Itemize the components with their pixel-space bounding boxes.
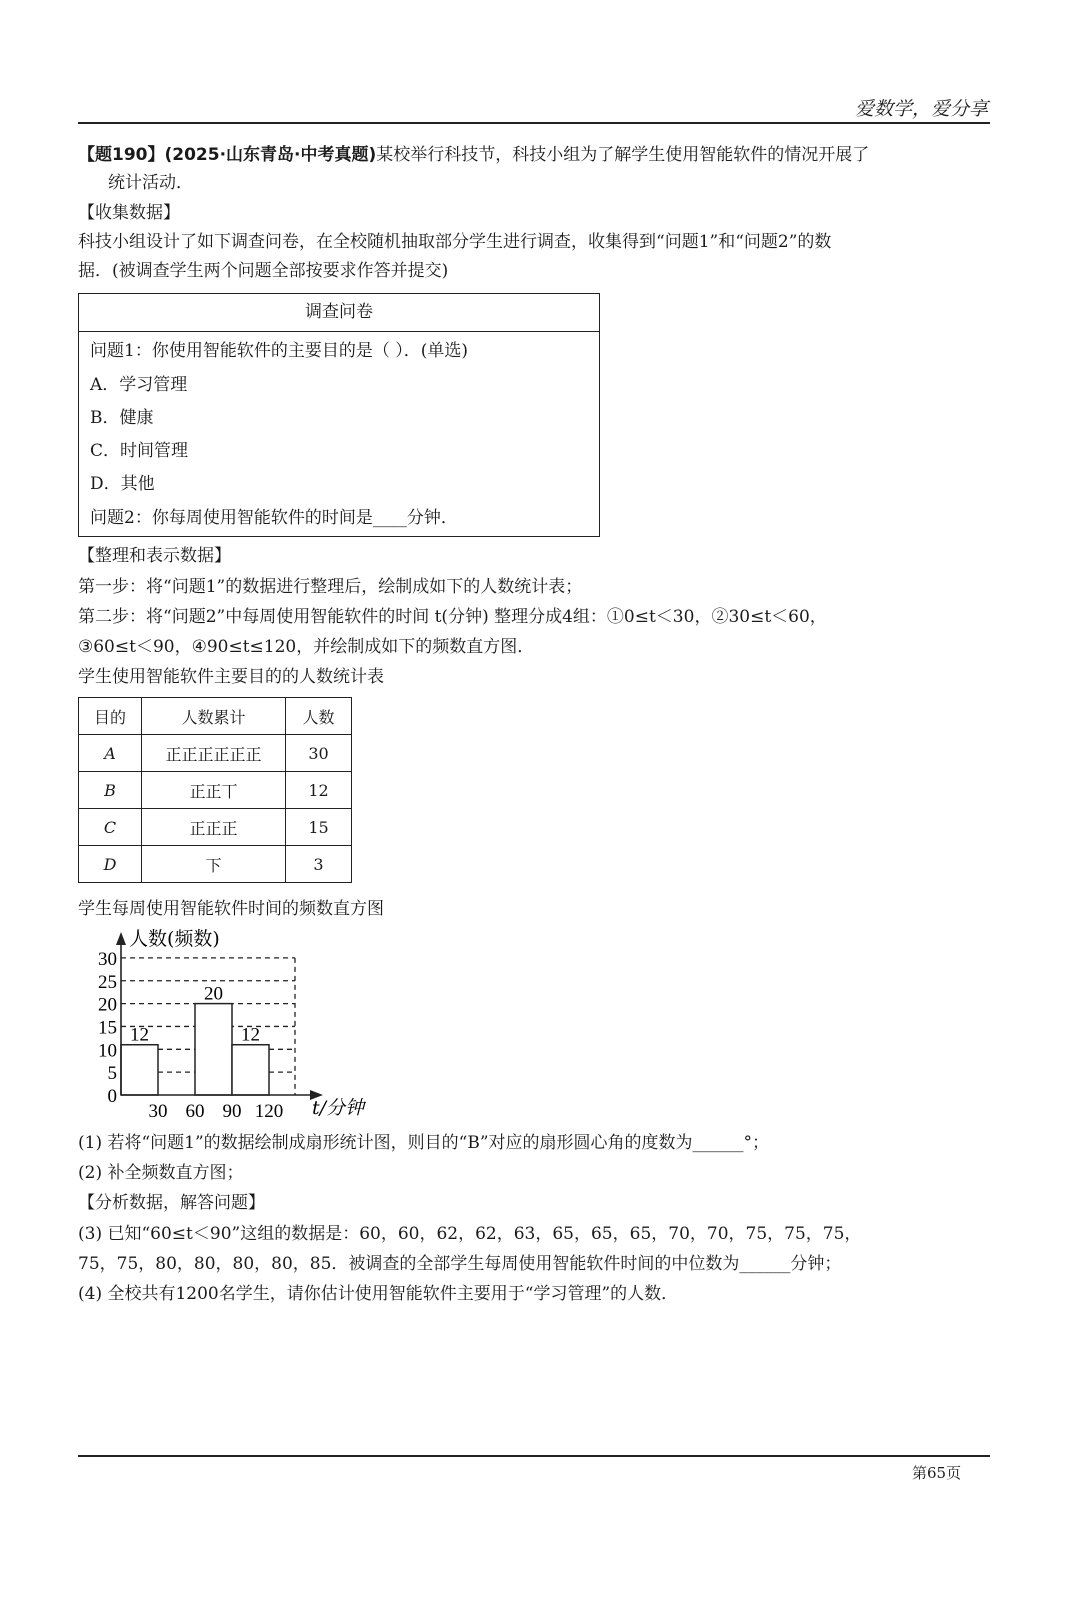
cell: C xyxy=(79,809,142,846)
bar-value-label: 12 xyxy=(130,1024,149,1046)
histogram-bar xyxy=(195,1004,232,1095)
histogram xyxy=(0,0,400,1130)
question-3-1: (3) 已知“60≤t＜90”这组的数据是：60，60，62，62，63，65，65，65，70，70，75，75，75， xyxy=(78,1224,862,1244)
cell: 12 xyxy=(286,772,352,809)
y-axis-arrow-icon xyxy=(116,932,126,945)
cell: 下 xyxy=(142,846,286,883)
x-axis-label: t/分钟 xyxy=(312,1097,365,1119)
header-cell: 人数 xyxy=(286,698,352,735)
y-tick-label: 10 xyxy=(98,1040,117,1062)
questionnaire-line: D．其他 xyxy=(90,474,155,494)
cell: A xyxy=(79,735,142,772)
header-slogan: 爱数学，爱分享 xyxy=(854,98,988,120)
questionnaire-title: 调查问卷 xyxy=(79,294,599,332)
footer-rule xyxy=(78,1455,990,1457)
y-axis-label: 人数(频数) xyxy=(129,928,220,950)
header-cell: 目的 xyxy=(79,698,142,735)
question-4: (4) 全校共有1200名学生，请你估计使用智能软件主要用于“学习管理”的人数． xyxy=(78,1284,679,1304)
questionnaire-line: C．时间管理 xyxy=(90,441,189,461)
analyze-heading: 【分析数据，解答问题】 xyxy=(78,1193,265,1213)
questionnaire-line: 问题1：你使用智能软件的主要目的是（ ）．(单选) xyxy=(90,341,468,361)
header-cell: 人数累计 xyxy=(142,698,286,735)
x-tick-label: 30 xyxy=(148,1101,168,1122)
organize-step2-1: 第二步：将“问题2”中每周使用智能软件的时间 t(分钟) 整理分成4组：①0≤t＜30，②30≤t＜60， xyxy=(78,607,827,627)
x-tick-label: 60 xyxy=(185,1101,205,1122)
table-title: 学生使用智能软件主要目的的人数统计表 xyxy=(78,667,384,687)
collect-text-1: 科技小组设计了如下调查问卷，在全校随机抽取部分学生进行调查，收集得到“问题1”和“问题2”的数 xyxy=(78,232,832,252)
problem-intro-2: 统计活动． xyxy=(108,173,193,193)
x-tick-label: 120 xyxy=(254,1101,284,1122)
bar-value-label: 12 xyxy=(241,1024,260,1046)
question-2: (2) 补全频数直方图； xyxy=(78,1163,244,1183)
cell: 正正正 xyxy=(142,809,286,846)
cell: D xyxy=(79,846,142,883)
cell: B xyxy=(79,772,142,809)
organize-heading: 【整理和表示数据】 xyxy=(78,546,231,566)
bar-value-label: 20 xyxy=(204,983,223,1005)
y-tick-label: 25 xyxy=(98,971,117,993)
cell: 正正正正正正 xyxy=(142,735,286,772)
question-3-2: 75，75，80，80，80，80，85．被调查的全部学生每周使用智能软件时间的中位数为______分钟； xyxy=(78,1254,842,1274)
collect-heading: 【收集数据】 xyxy=(78,203,180,223)
y-tick-label: 20 xyxy=(98,994,117,1016)
organize-step1: 第一步：将“问题1”的数据进行整理后，绘制成如下的人数统计表； xyxy=(78,577,583,597)
collect-text-2: 据．(被调查学生两个问题全部按要求作答并提交) xyxy=(78,261,449,281)
question-1: (1) 若将“问题1”的数据绘制成扇形统计图，则目的“B”对应的扇形圆心角的度数为______°； xyxy=(78,1133,770,1153)
cell: 正正丅 xyxy=(142,772,286,809)
y-tick-label: 30 xyxy=(98,948,117,970)
questionnaire-line: B．健康 xyxy=(90,408,154,428)
page-number: 第65页 xyxy=(912,1464,962,1482)
histogram-bar xyxy=(232,1045,269,1095)
y-tick-label: 15 xyxy=(98,1017,117,1039)
y-tick-label: 0 xyxy=(107,1086,117,1107)
cell: 3 xyxy=(286,846,352,883)
organize-step2-2: ③60≤t＜90，④90≤t≤120，并绘制成如下的频数直方图． xyxy=(78,637,535,657)
questionnaire-line: A．学习管理 xyxy=(90,375,188,395)
cell: 30 xyxy=(286,735,352,772)
problem-intro: 某校举行科技节，科技小组为了解学生使用智能软件的情况开展了 xyxy=(376,145,870,165)
problem-tag: 【题190】(2025·山东青岛·中考真题) xyxy=(78,145,377,165)
y-tick-label: 5 xyxy=(107,1063,117,1085)
questionnaire-line: 问题2：你每周使用智能软件的时间是____分钟． xyxy=(90,508,458,528)
cell: 15 xyxy=(286,809,352,846)
histogram-bar xyxy=(121,1045,158,1095)
chart-title: 学生每周使用智能软件时间的频数直方图 xyxy=(78,899,384,919)
x-tick-label: 90 xyxy=(222,1101,242,1122)
